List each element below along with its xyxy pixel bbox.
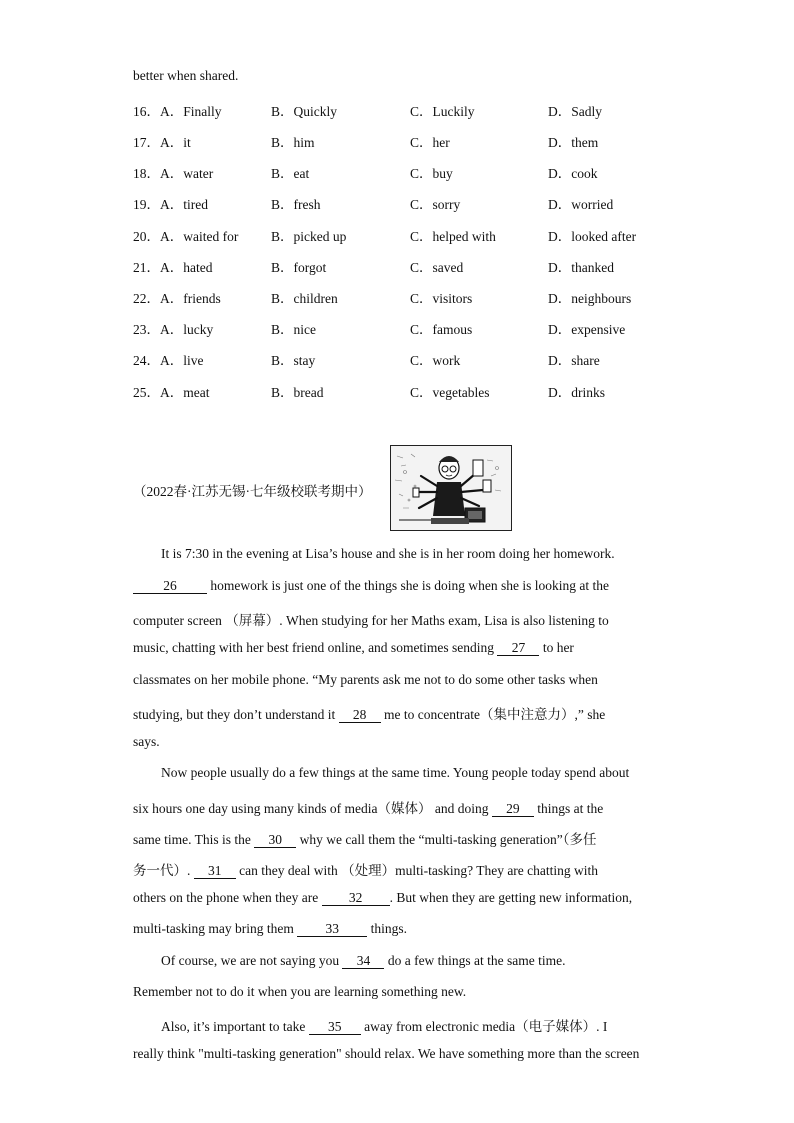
option-b: B．eat: [271, 166, 310, 181]
option-a: 18．A．water: [133, 166, 214, 181]
passage-line: [161, 953, 566, 969]
option-d: D．share: [548, 353, 600, 368]
option-a: 23．A．lucky: [133, 322, 214, 337]
option-d: D．drinks: [548, 385, 605, 400]
passage-text: music, chatting with her best friend online, and sometimes sending: [133, 640, 498, 655]
option-c: C．buy: [410, 166, 453, 181]
passage-line: [133, 734, 160, 750]
answer-blank[interactable]: 34: [342, 954, 384, 969]
option-a: 20．A．waited for: [133, 229, 239, 244]
question-row: [133, 193, 693, 213]
option-b: B．bread: [271, 385, 324, 400]
answer-blank[interactable]: 31: [194, 864, 236, 879]
option-b: B．Quickly: [271, 104, 337, 119]
option-d: D．neighbours: [548, 291, 632, 306]
option-d: D．cook: [548, 166, 598, 181]
passage-text: Now people usually do a few things at the same time. Young people today spend about: [161, 765, 630, 780]
option-c: C．work: [410, 353, 461, 368]
option-b: B．stay: [271, 353, 316, 368]
option-d: D．worried: [548, 197, 614, 212]
passage-line: [133, 578, 609, 594]
passage-text: Also, it’s important to take: [161, 1019, 309, 1034]
passage-text: computer screen （屏幕）. When studying for her Maths exam, Lisa is also listening to: [133, 613, 609, 628]
question-row: [133, 256, 693, 276]
passage-line: [133, 1046, 639, 1062]
passage-text: 务一代）.: [133, 863, 194, 878]
passage-line: [133, 640, 574, 656]
passage-line: [133, 890, 632, 906]
passage-text: It is 7:30 in the evening at Lisa’s house and she is in her room doing her homework.: [161, 546, 615, 561]
question-row: [133, 318, 693, 338]
answer-blank[interactable]: 26: [133, 579, 207, 594]
passage-line: [161, 1015, 607, 1035]
passage-text: away from electronic media（电子媒体）. I: [360, 1019, 608, 1034]
passage-line: [133, 672, 598, 688]
passage-line: [133, 703, 605, 723]
option-c: C．famous: [410, 322, 473, 337]
multitasking-person-image: [391, 446, 511, 530]
passage-line: [133, 921, 407, 937]
option-b: B．picked up: [271, 229, 347, 244]
option-b: B．forgot: [271, 260, 327, 275]
option-b: B．fresh: [271, 197, 321, 212]
answer-blank[interactable]: 27: [497, 641, 539, 656]
option-a: 19．A．tired: [133, 197, 208, 212]
question-row: [133, 381, 693, 401]
question-row: [133, 225, 693, 245]
option-c: C．vegetables: [410, 385, 490, 400]
question-row: [133, 287, 693, 307]
option-a: 21．A．hated: [133, 260, 213, 275]
passage-text: things at the: [533, 801, 604, 816]
option-c: C．her: [410, 135, 450, 150]
answer-blank[interactable]: 35: [309, 1020, 361, 1035]
passage-text: . But when they are getting new information,: [389, 890, 633, 905]
option-d: D．Sadly: [548, 104, 602, 119]
passage-text: says.: [133, 734, 160, 749]
answer-blank[interactable]: 32: [322, 891, 390, 906]
passage-line: [133, 984, 466, 1000]
option-d: D．them: [548, 135, 599, 150]
question-row: [133, 349, 693, 369]
passage-text: homework is just one of the things she is doing when she is looking at the: [207, 578, 609, 593]
passage-text: can they deal with （处理）multi-tasking? They are chatting with: [235, 863, 599, 878]
passage-line: [133, 859, 598, 879]
option-d: D．looked after: [548, 229, 637, 244]
question-row: [133, 100, 693, 120]
option-c: C．sorry: [410, 197, 461, 212]
passage-text: others on the phone when they are: [133, 890, 322, 905]
option-a: 22．A．friends: [133, 291, 221, 306]
passage-text: same time. This is the: [133, 832, 255, 847]
intro-tail: better when shared.: [133, 68, 239, 83]
question-row: [133, 131, 693, 151]
option-d: D．thanked: [548, 260, 614, 275]
option-c: C．saved: [410, 260, 464, 275]
passage-line: [133, 609, 609, 629]
option-c: C．Luckily: [410, 104, 475, 119]
passage-text: me to concentrate（集中注意力）,” she: [380, 707, 606, 722]
passage-line: [133, 828, 597, 848]
passage-line: [161, 546, 615, 562]
passage-text: things.: [367, 921, 407, 936]
multitasking-illustration: [390, 445, 512, 531]
passage-text: Remember not to do it when you are learning something new.: [133, 984, 467, 999]
answer-blank[interactable]: 33: [297, 922, 367, 937]
option-b: B．children: [271, 291, 338, 306]
option-c: C．helped with: [410, 229, 496, 244]
passage-text: six hours one day using many kinds of media（媒体） and doing: [133, 801, 492, 816]
option-c: C．visitors: [410, 291, 473, 306]
option-a: 25．A．meat: [133, 385, 210, 400]
option-a: 16．A．Finally: [133, 104, 222, 119]
question-row: [133, 162, 693, 182]
passage-text: to her: [539, 640, 574, 655]
passage-text: classmates on her mobile phone. “My parents ask me not to do some other tasks when: [133, 672, 598, 687]
answer-blank[interactable]: 28: [339, 708, 381, 723]
option-d: D．expensive: [548, 322, 626, 337]
passage-text: multi-tasking may bring them: [133, 921, 298, 936]
option-b: B．nice: [271, 322, 316, 337]
passage-text: Of course, we are not saying you: [161, 953, 343, 968]
passage-text: studying, but they don’t understand it: [133, 707, 339, 722]
passage-text: why we call them the “multi-tasking generation”（多任: [296, 832, 597, 847]
source-label: （2022春·江苏无锡·七年级校联考期中）: [133, 484, 372, 499]
option-a: 17．A．it: [133, 135, 191, 150]
answer-blank[interactable]: 29: [492, 802, 534, 817]
option-b: B．him: [271, 135, 315, 150]
answer-blank[interactable]: 30: [254, 833, 296, 848]
passage-text: do a few things at the same time.: [384, 953, 566, 968]
option-a: 24．A．live: [133, 353, 204, 368]
passage-line: [161, 765, 629, 781]
passage-text: really think "multi-tasking generation" should relax. We have something more than the screen: [133, 1046, 640, 1061]
passage-line: [133, 797, 603, 817]
